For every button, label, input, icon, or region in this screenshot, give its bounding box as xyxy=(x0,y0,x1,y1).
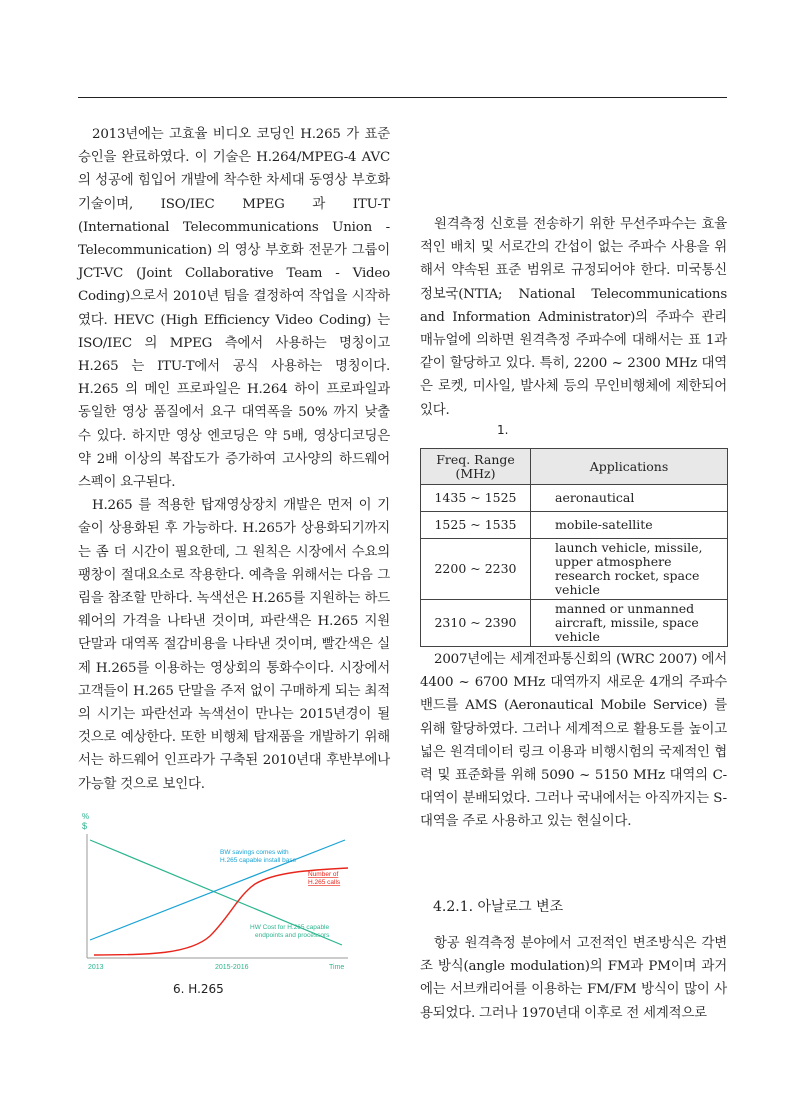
paragraph-analog-modulation: 항공 원격측정 분야에서 고전적인 변조방식은 각변조 방식(angle modulation)의 FM과 PM이며 과거에는 서브캐리어를 이용하는 FM/FM 방식이 많이 사용되었다. 그러나 1970년대 이후로 전 세계적으로 xyxy=(420,936,727,1021)
right-column-bottom xyxy=(420,932,727,1025)
application-cell: launch vehicle, missile, upper atmosphere research rocket, space vehicle xyxy=(531,539,728,600)
header-applications: Applications xyxy=(531,449,728,485)
paragraph-telemetry-frequency: 원격측정 신호를 전송하기 위한 무선주파수는 효율적인 배치 및 서로간의 간섭이 없는 주파수 사용을 위해서 약속된 표준 범위로 규정되어야 한다. 미국통신정보국(NTIA; National Telecommunications and Information Administrator)의 주파수 관리 매뉴얼에 의하면 원격측정 주파수에 대해서는 표 1과 같이 할당하고 있다. 특히, 2200 ~ 2300 MHz 대역은 로켓, 미사일, 발사체 등의 무인비행체에 제한되어 있다. xyxy=(420,217,727,418)
bw-savings-label-2: H.265 capable install base xyxy=(220,857,297,864)
hw-cost-label-1: HW Cost for H.265 capable xyxy=(250,924,330,931)
h265-market-figure xyxy=(80,808,350,978)
header-freq-line-2: (MHz) xyxy=(455,465,496,481)
paragraph-h265-standard: 2013년에는 고효율 비디오 코딩인 H.265 가 표준승인을 완료하였다. 이 기술은 H.264/MPEG-4 AVC의 성공에 힘입어 개발에 착수한 차세대 동영상 부호화 기술이며, ISO/IEC MPEG 과 ITU-T (International Telecommunications Union - Telecommunication) 의 영상 부호화 전문가 그룹이 JCT-VC (Joint Collaborative Team - Video Coding)으로서 2010년 팀을 결정하여 작업을 시작하였다. HEVC (High Efficiency Video Coding) 는 ISO/IEC 의 MPEG 측에서 사용하는 명칭이고 H.265 는 ITU-T에서 공식 사용하는 명칭이다. H.265 의 메인 프로파일은 H.264 하이 프로파일과 동일한 영상 품질에서 요구 대역폭을 50% 까지 낮출 수 있다. 하지만 영상 엔코딩은 약 5배, 영상디코딩은 약 2배 이상의 복잡도가 증가하여 고사양의 하드웨어 스펙이 요구된다. xyxy=(78,127,390,491)
header-freq-line-1: Freq. Range xyxy=(436,451,515,467)
bw-savings-label-1: BW savings comes with xyxy=(220,849,289,856)
frequency-table xyxy=(420,448,728,647)
application-cell: mobile-satellite xyxy=(531,512,728,539)
table-row xyxy=(421,485,728,512)
freq-range-cell: 2310 ~ 2390 xyxy=(421,600,531,647)
header-freq-range xyxy=(421,449,531,485)
table-row xyxy=(421,539,728,600)
figure-caption: 6. H.265 xyxy=(173,982,224,996)
y-axis-bottom-label: $ xyxy=(82,821,88,831)
paragraph-wrc-2007: 2007년에는 세계전파통신회의 (WRC 2007) 에서 4400 ~ 6700 MHz 대역까지 새로운 4개의 주파수 밴드를 AMS (Aeronautical Mobile Service) 를 위해 할당하였다. 그러나 세계적으로 활용도를 높이고 넓은 원격데이터 링크 이용과 비행시험의 국제적인 협력 및 표준화를 위해 5090 ~ 5150 MHz 대역의 C-대역이 분배되었다. 그러나 국내에서는 아직까지는 S-대역을 주로 사용하고 있는 현실이다. xyxy=(420,652,727,830)
table-row xyxy=(421,512,728,539)
application-cell: manned or unmanned aircraft, missile, space vehicle xyxy=(531,600,728,647)
hw-cost-label-2: endpoints and processors xyxy=(255,932,330,939)
x-label-2015-2016: 2015-2016 xyxy=(215,964,249,971)
table-caption: 1. xyxy=(497,423,509,437)
right-column-top xyxy=(420,213,727,422)
y-axis-top-label: % xyxy=(82,812,90,821)
x-label-time: Time xyxy=(329,964,345,971)
table-header-row xyxy=(421,449,728,485)
freq-range-cell: 2200 ~ 2230 xyxy=(421,539,531,600)
x-label-2013: 2013 xyxy=(88,964,104,971)
header-rule xyxy=(78,97,727,98)
right-column-middle xyxy=(420,648,727,834)
paragraph-h265-market: H.265 를 적용한 탑재영상장치 개발은 먼저 이 기술이 상용화된 후 가능하다. H.265가 상용화되기까지는 좀 더 시간이 필요한데, 그 원칙은 시장에서 수요의 팽창이 절대요소로 작용한다. 예측을 위해서는 다음 그림을 참조할 만하다. 녹색선은 H.265를 지원하는 하드웨어의 가격을 나타낸 것이며, 파란색은 H.265 지원 단말과 대역폭 절감비용을 나타낸 것이며, 빨간색은 실제 H.265를 이용하는 영상회의 통화수이다. 시장에서 고객들이 H.265 단말을 주저 없이 구매하게 되는 최적의 시기는 파란선과 녹색선이 만나는 2015년경이 될 것으로 예상한다. 또한 비행체 탑재품을 개발하기 위해서는 하드웨어 인프라가 구축된 2010년대 후반부에나 가능할 것으로 보인다. xyxy=(78,498,390,792)
calls-label-2: H.265 calls xyxy=(308,879,341,886)
freq-range-cell: 1525 ~ 1535 xyxy=(421,512,531,539)
calls-label-1: Number of xyxy=(308,871,339,878)
left-column xyxy=(78,123,390,796)
freq-range-cell: 1435 ~ 1525 xyxy=(421,485,531,512)
application-cell: aeronautical xyxy=(531,485,728,512)
table-row xyxy=(421,600,728,647)
section-heading: 4.2.1. 아날로그 변조 xyxy=(433,899,564,915)
